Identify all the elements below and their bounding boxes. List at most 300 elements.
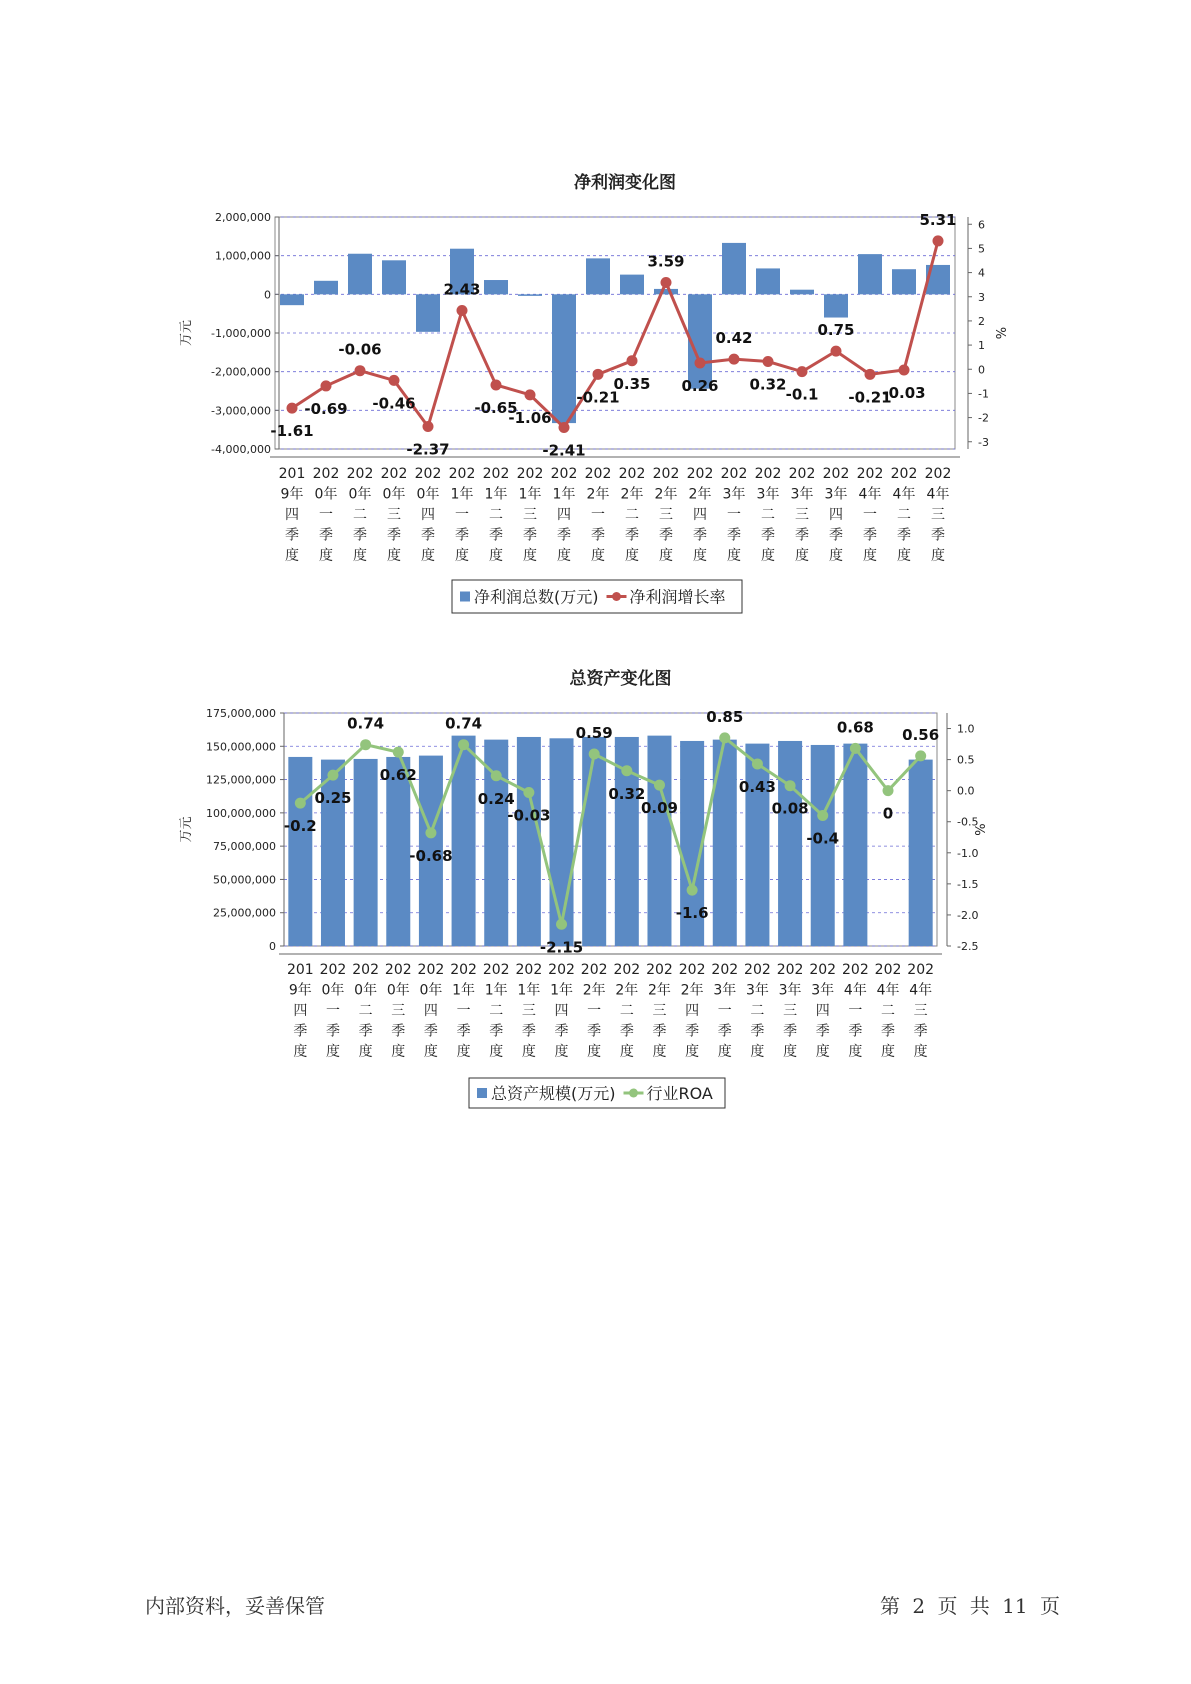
- chart1-x-tick-label: 季: [455, 527, 469, 544]
- chart2-line-point: [360, 739, 371, 750]
- chart2-x-tick-label: 0年: [386, 982, 410, 999]
- chart2-x-tick-label: 二: [881, 1003, 896, 1019]
- chart1-x-tick-label: 季: [353, 527, 367, 544]
- chart1-x-tick-label: 3年: [824, 486, 848, 503]
- chart2-line-point: [883, 785, 894, 796]
- chart2-data-label: -1.6: [675, 904, 709, 923]
- chart1-x-tick-label: 202: [822, 466, 850, 482]
- chart1-x-tick-label: 度: [761, 548, 775, 564]
- chart2-x-tick-label: 202: [319, 962, 347, 978]
- chart1-x-tick-label: 202: [482, 466, 510, 482]
- footer-confidential-note: 内部资料，妥善保管: [145, 1594, 325, 1618]
- chart1-x-tick-label: 2年: [586, 486, 610, 503]
- chart1-line-point: [627, 355, 638, 366]
- chart1-data-label: 5.31: [919, 210, 957, 229]
- chart2-x-tick-label: 一: [325, 1003, 340, 1019]
- chart2-x-tick-label: 202: [874, 962, 902, 978]
- chart2-x-tick-label: 度: [554, 1044, 569, 1060]
- chart1-line-point: [763, 356, 774, 367]
- chart2-line-point: [915, 750, 926, 761]
- chart2-x-tick-label: 度: [521, 1044, 536, 1060]
- chart1-data-label: -0.21: [576, 388, 620, 407]
- chart2-data-label: 0.08: [771, 799, 809, 818]
- chart1-y2-axis-title: %: [995, 326, 1010, 340]
- chart1-data-label: -0.06: [338, 340, 382, 359]
- chart1-data-label: -0.03: [882, 383, 926, 402]
- chart1-x-tick-label: 202: [618, 466, 646, 482]
- chart2-x-tick-label: 季: [619, 1023, 634, 1040]
- chart1-x-tick-label: 1年: [450, 486, 474, 503]
- chart1-x-tick-label: 三: [659, 507, 673, 523]
- chart2-y-tick-label: 50,000,000: [213, 873, 276, 887]
- chart1-data-label: -0.21: [848, 388, 892, 407]
- chart2-y2-tick-label: -0.5: [957, 815, 979, 829]
- chart2-x-tick-label: 四: [423, 1003, 438, 1019]
- chart1-x-tick-label: 202: [516, 466, 544, 482]
- chart1-y-tick-label: -2,000,000: [211, 365, 271, 379]
- chart2-x-tick-label: 202: [515, 962, 543, 978]
- chart2-x-tick-label: 四: [815, 1003, 830, 1019]
- chart2-line-point: [327, 770, 338, 781]
- chart1-bar: [892, 269, 916, 294]
- chart1-line-point: [559, 422, 570, 433]
- chart2-y-tick-label: 100,000,000: [206, 806, 276, 820]
- chart1-x-tick-label: 二: [897, 507, 911, 523]
- chart1-x-tick-label: 202: [754, 466, 782, 482]
- chart2-x-tick-label: 二: [489, 1003, 504, 1019]
- chart2-x-tick-label: 201: [286, 962, 314, 978]
- chart2-x-tick-label: 度: [423, 1044, 438, 1060]
- chart1-data-label: -1.61: [270, 422, 314, 441]
- chart2-x-tick-label: 3年: [778, 982, 802, 999]
- chart2-title: 总资产变化图: [569, 669, 672, 689]
- chart1-x-tick-label: 季: [897, 527, 911, 544]
- chart2-x-tick-label: 季: [652, 1023, 667, 1040]
- chart1-x-tick-label: 二: [353, 507, 367, 523]
- chart1-line-point: [355, 365, 366, 376]
- chart2-legend-label: 总资产规模(万元): [491, 1084, 616, 1103]
- chart2-x-tick-label: 202: [548, 962, 575, 978]
- chart1-x-tick-label: 季: [795, 527, 809, 544]
- chart2-x-tick-label: 2年: [615, 982, 639, 999]
- chart2-x-tick-label: 202: [384, 962, 412, 978]
- chart2-x-tick-label: 季: [489, 1023, 504, 1040]
- chart1-line-point: [865, 369, 876, 380]
- chart2-line-point: [687, 885, 698, 896]
- chart1-line-point: [593, 369, 604, 380]
- chart1-x-tick-label: 202: [346, 466, 374, 482]
- chart2-x-tick-label: 度: [489, 1044, 504, 1060]
- chart2-x-tick-label: 一: [456, 1003, 471, 1019]
- chart2-x-tick-label: 度: [750, 1044, 765, 1060]
- chart2-y2-axis-title: %: [974, 823, 989, 836]
- chart2-x-tick-label: 1年: [517, 982, 541, 999]
- chart1-bar: [484, 280, 508, 294]
- chart1-bar: [756, 268, 780, 294]
- chart2-x-tick-label: 4年: [843, 982, 867, 999]
- chart1-x-tick-label: 三: [795, 507, 809, 523]
- chart1-x-tick-label: 季: [489, 527, 503, 544]
- chart1-bar: [824, 294, 848, 317]
- chart2-data-label: 0.25: [314, 789, 352, 808]
- chart1-x-tick-label: 季: [761, 527, 775, 544]
- chart2-x-tick-label: 季: [521, 1023, 536, 1040]
- chart1-y2-tick-label: 1: [978, 339, 985, 353]
- chart2-data-label: 0.24: [477, 789, 515, 808]
- chart2-bar: [517, 737, 541, 946]
- chart1-y2-tick-label: -1: [978, 387, 989, 401]
- chart1-x-tick-label: 度: [931, 548, 945, 564]
- chart1-x-tick-label: 度: [897, 548, 911, 564]
- chart2-x-tick-label: 度: [848, 1044, 863, 1060]
- chart2-x-tick-label: 一: [717, 1003, 732, 1019]
- chart2-data-label: 0.68: [836, 718, 874, 737]
- chart2-x-tick-label: 202: [613, 962, 641, 978]
- chart1-bar: [620, 275, 644, 295]
- chart2-y2-tick-label: -2.5: [957, 940, 979, 953]
- chart2-bar: [354, 759, 378, 946]
- chart2-bar: [843, 744, 867, 946]
- chart1-x-tick-label: 四: [285, 507, 299, 523]
- chart2-x-tick-label: 度: [685, 1044, 700, 1060]
- chart2-x-tick-label: 1年: [550, 982, 573, 999]
- chart1-x-tick-label: 202: [550, 466, 578, 482]
- chart1-data-label: -0.46: [372, 394, 416, 413]
- chart1-x-tick-label: 季: [421, 527, 435, 544]
- chart1-x-tick-label: 202: [924, 466, 952, 482]
- chart2-x-tick-label: 季: [325, 1023, 340, 1040]
- chart2-y-axis-title: 万元: [179, 816, 194, 843]
- chart1-x-tick-label: 202: [788, 466, 816, 482]
- chart1-x-tick-label: 季: [863, 527, 877, 544]
- chart2-line-point: [654, 780, 665, 791]
- chart1-x-tick-label: 度: [727, 548, 741, 564]
- chart2-x-tick-label: 三: [913, 1003, 928, 1019]
- chart2-x-tick-label: 一: [587, 1003, 602, 1019]
- chart1-legend-label: 净利润增长率: [629, 587, 726, 607]
- chart2-x-tick-label: 4年: [909, 982, 933, 999]
- chart2-y-tick-label: 150,000,000: [206, 740, 276, 754]
- chart2-bar: [550, 738, 574, 946]
- chart1-line-point: [661, 277, 672, 288]
- chart1-data-label: -0.1: [785, 385, 819, 404]
- chart1-x-tick-label: 202: [448, 466, 476, 482]
- chart1-bar: [382, 260, 406, 294]
- chart1-x-tick-label: 1年: [484, 486, 508, 503]
- chart1-x-tick-label: 度: [455, 548, 469, 564]
- chart1-x-tick-label: 四: [557, 507, 571, 523]
- chart1-x-tick-label: 四: [421, 507, 435, 523]
- chart1-x-tick-label: 三: [387, 507, 401, 523]
- chart2-x-tick-label: 季: [750, 1023, 765, 1040]
- chart1-x-tick-label: 202: [380, 466, 408, 482]
- chart2-x-tick-label: 季: [391, 1023, 406, 1040]
- chart1-legend-label: 净利润总数(万元): [474, 587, 599, 607]
- chart1-x-tick-label: 4年: [892, 486, 916, 503]
- chart1-line-point: [287, 403, 298, 414]
- chart2-x-tick-label: 季: [783, 1023, 798, 1040]
- chart2-y2-tick-label: -1.5: [957, 877, 979, 891]
- chart2-x-tick-label: 二: [619, 1003, 634, 1019]
- chart2-x-tick-label: 季: [358, 1023, 373, 1040]
- chart2-x-tick-label: 202: [352, 962, 379, 978]
- chart1-data-label: -0.65: [474, 398, 518, 417]
- chart1-x-tick-label: 季: [693, 527, 707, 544]
- chart1-x-tick-label: 202: [890, 466, 918, 482]
- chart2-x-tick-label: 3年: [745, 982, 769, 999]
- chart2-line-point: [425, 827, 436, 838]
- chart2-x-tick-label: 3年: [713, 982, 737, 999]
- chart2-x-tick-label: 四: [293, 1003, 308, 1019]
- chart1-x-tick-label: 2年: [620, 486, 644, 503]
- chart2-x-tick-label: 202: [776, 962, 804, 978]
- chart2-data-label: 0.85: [706, 707, 744, 726]
- chart1-x-tick-label: 度: [693, 548, 707, 564]
- chart2-line-point: [491, 770, 502, 781]
- chart2-data-label: -2.15: [539, 938, 584, 957]
- chart1-x-tick-label: 季: [557, 527, 571, 544]
- chart2-x-tick-label: 三: [783, 1003, 798, 1019]
- chart1-y2-tick-label: 0: [978, 363, 985, 377]
- chart2-y-tick-label: 0: [269, 940, 276, 953]
- chart1-bar: [790, 290, 814, 295]
- chart2-y2-tick-label: 1.0: [957, 722, 975, 736]
- chart2-line-point: [556, 919, 567, 930]
- chart1-x-tick-label: 三: [931, 507, 945, 523]
- chart1-bar: [518, 294, 542, 296]
- chart1-x-tick-label: 2年: [654, 486, 678, 503]
- chart2-data-label: 0.62: [379, 766, 417, 785]
- chart1-x-tick-label: 202: [312, 466, 340, 482]
- chart2-legend-line-marker: [629, 1089, 638, 1098]
- chart1-line-point: [933, 235, 944, 246]
- chart2-x-tick-label: 2年: [582, 982, 606, 999]
- chart1-legend-line-marker: [612, 592, 621, 601]
- chart2-line-point: [458, 739, 469, 750]
- chart2-bar: [745, 744, 769, 946]
- chart2-y-tick-label: 175,000,000: [206, 707, 276, 720]
- chart1-line-point: [321, 380, 332, 391]
- chart2-line-point: [719, 732, 730, 743]
- chart2-x-tick-label: 9年: [288, 982, 312, 999]
- chart1-line-point: [797, 366, 808, 377]
- chart2-x-tick-label: 202: [450, 962, 477, 978]
- chart1-x-tick-label: 季: [523, 527, 537, 544]
- chart1-line-point: [457, 305, 468, 316]
- chart1-x-tick-label: 度: [591, 548, 605, 564]
- chart2-x-tick-label: 202: [711, 962, 739, 978]
- chart1-x-tick-label: 0年: [382, 486, 406, 503]
- chart1-y-tick-label: 0: [264, 288, 271, 302]
- chart2-data-label: 0: [882, 804, 894, 823]
- chart2-line-point: [752, 758, 763, 769]
- chart1-data-label: -0.69: [304, 399, 348, 418]
- chart1-x-tick-label: 季: [319, 527, 333, 544]
- chart2-x-tick-label: 1年: [452, 982, 476, 999]
- chart1-x-tick-label: 0年: [348, 486, 372, 503]
- chart2-x-tick-label: 季: [848, 1023, 863, 1040]
- chart1-data-label: 0.26: [681, 376, 719, 395]
- chart1-y-tick-label: 1,000,000: [215, 249, 271, 263]
- chart2-x-tick-label: 季: [913, 1023, 928, 1040]
- chart2-x-tick-label: 4年: [876, 982, 900, 999]
- chart2-y2-tick-label: -2.0: [957, 908, 979, 922]
- chart2-line-point: [589, 749, 600, 760]
- chart2-x-tick-label: 度: [881, 1044, 896, 1060]
- chart2-x-tick-label: 202: [809, 962, 837, 978]
- chart2-data-label: 0.09: [640, 799, 678, 818]
- chart1-x-tick-label: 一: [319, 507, 333, 523]
- chart1-x-tick-label: 度: [863, 548, 877, 564]
- chart1-x-tick-label: 0年: [416, 486, 440, 503]
- chart1-x-tick-label: 三: [523, 507, 537, 523]
- chart2-y2-tick-label: 0.5: [957, 753, 975, 767]
- chart1-bar: [858, 254, 882, 294]
- chart2-x-tick-label: 2年: [680, 982, 704, 999]
- chart1-bar: [654, 289, 678, 294]
- chart2-line-point: [393, 747, 404, 758]
- chart1-x-tick-label: 9年: [280, 486, 304, 503]
- chart2-legend-label: 行业ROA: [646, 1084, 713, 1103]
- chart1-x-tick-label: 一: [727, 507, 741, 523]
- chart1-data-label: 0.42: [715, 329, 753, 348]
- chart2-x-tick-label: 季: [293, 1023, 308, 1040]
- chart1-line-point: [695, 357, 706, 368]
- chart1-bar: [280, 294, 304, 305]
- chart2-x-tick-label: 季: [881, 1023, 896, 1040]
- chart1-x-tick-label: 度: [523, 548, 537, 564]
- chart1-bar: [314, 281, 338, 295]
- chart2-bar: [582, 737, 606, 946]
- chart1-data-label: -1.06: [508, 408, 552, 427]
- chart2-x-tick-label: 3年: [811, 982, 835, 999]
- chart1-x-tick-label: 季: [931, 527, 945, 544]
- chart1-y-axis-title: 万元: [179, 319, 194, 347]
- chart2-y-tick-label: 25,000,000: [213, 906, 276, 920]
- chart1-x-tick-label: 季: [285, 527, 299, 544]
- chart1-x-tick-label: 0年: [314, 486, 338, 503]
- chart1-data-label: 0.32: [749, 375, 787, 394]
- chart1-x-tick-label: 度: [353, 548, 367, 564]
- chart2-bar: [386, 757, 410, 946]
- chart1-y-tick-label: -4,000,000: [211, 443, 271, 456]
- chart1-y-tick-label: -1,000,000: [211, 327, 271, 340]
- chart1-bar: [348, 254, 372, 295]
- chart1-y2-tick-label: 3: [978, 290, 985, 304]
- chart2-line-point: [295, 798, 306, 809]
- chart2-data-label: 0.56: [902, 725, 940, 744]
- chart2-data-label: -0.68: [409, 846, 453, 865]
- chart2-line-point: [785, 780, 796, 791]
- chart1-line-point: [491, 379, 502, 390]
- chart1-data-label: 2.43: [443, 280, 481, 299]
- chart1-x-tick-label: 202: [414, 466, 442, 482]
- chart1-x-tick-label: 一: [455, 507, 469, 523]
- chart1-x-tick-label: 1年: [552, 486, 576, 503]
- footer-page-number: 第 2 页 共 11 页: [880, 1594, 1060, 1618]
- chart1-x-tick-label: 季: [387, 527, 401, 544]
- chart2-x-tick-label: 0年: [419, 982, 443, 999]
- chart1-data-label: -2.41: [542, 441, 586, 460]
- chart2-y-tick-label: 125,000,000: [206, 773, 276, 787]
- chart1-x-tick-label: 3年: [722, 486, 746, 503]
- chart1-y-tick-label: -3,000,000: [211, 404, 271, 418]
- chart2-x-tick-label: 一: [848, 1003, 863, 1019]
- chart2-x-tick-label: 二: [358, 1003, 373, 1019]
- chart2-x-tick-label: 季: [587, 1023, 602, 1040]
- chart2-legend-bar-swatch: [477, 1088, 487, 1098]
- chart1-x-tick-label: 4年: [858, 486, 882, 503]
- chart1-x-tick-label: 度: [387, 548, 401, 564]
- chart1-x-tick-label: 201: [278, 466, 306, 482]
- chart1-line-point: [729, 354, 740, 365]
- chart1-y2-tick-label: 6: [978, 218, 985, 232]
- chart1-x-tick-label: 3年: [790, 486, 814, 503]
- chart1-line-point: [423, 421, 434, 432]
- chart2-bar: [321, 760, 345, 946]
- chart1-bar: [552, 294, 576, 423]
- chart1-x-tick-label: 202: [686, 466, 714, 482]
- chart2-x-tick-label: 1年: [484, 982, 508, 999]
- chart2-x-tick-label: 四: [554, 1003, 569, 1019]
- chart2-line-point: [621, 765, 632, 776]
- chart2-data-label: -0.03: [507, 806, 551, 825]
- chart1-x-tick-label: 4年: [926, 486, 950, 503]
- chart1-x-tick-label: 度: [285, 548, 299, 564]
- chart2-bar: [778, 741, 802, 946]
- chart1-x-tick-label: 度: [319, 548, 333, 564]
- chart1-bar: [586, 258, 610, 294]
- chart2-y-tick-label: 75,000,000: [213, 840, 276, 854]
- chart1-x-tick-label: 202: [652, 466, 680, 482]
- chart2-x-tick-label: 202: [907, 962, 935, 978]
- chart2-x-tick-label: 三: [652, 1003, 667, 1019]
- chart1-x-tick-label: 3年: [756, 486, 780, 503]
- chart2-data-label: -0.4: [806, 829, 840, 848]
- chart2-x-tick-label: 202: [678, 962, 706, 978]
- chart1-bar: [416, 294, 440, 332]
- chart2-x-tick-label: 度: [587, 1044, 602, 1060]
- chart1-bar: [722, 243, 746, 294]
- chart2-x-tick-label: 度: [391, 1044, 406, 1060]
- chart2-data-label: 0.74: [347, 714, 385, 733]
- chart1-x-tick-label: 202: [584, 466, 612, 482]
- chart2-x-tick-label: 0年: [321, 982, 345, 999]
- chart2-x-tick-label: 三: [521, 1003, 536, 1019]
- chart1-x-tick-label: 一: [591, 507, 605, 523]
- chart2-x-tick-label: 四: [685, 1003, 700, 1019]
- chart1-x-tick-label: 二: [761, 507, 775, 523]
- chart1-line-point: [525, 389, 536, 400]
- chart2-bar: [647, 736, 671, 946]
- chart2-x-tick-label: 季: [423, 1023, 438, 1040]
- chart2-x-tick-label: 二: [750, 1003, 765, 1019]
- chart1-x-tick-label: 1年: [518, 486, 542, 503]
- chart2-x-tick-label: 202: [417, 962, 445, 978]
- chart1-data-label: 0.35: [613, 374, 651, 393]
- chart2-bar: [909, 760, 933, 946]
- chart1-x-tick-label: 四: [829, 507, 843, 523]
- chart2-x-tick-label: 度: [815, 1044, 830, 1060]
- chart2-data-label: 0.74: [445, 714, 483, 733]
- chart2-line-point: [817, 810, 828, 821]
- chart1-line-point: [831, 346, 842, 357]
- chart2-x-tick-label: 季: [717, 1023, 732, 1040]
- chart2-x-tick-label: 度: [293, 1044, 308, 1060]
- chart2-x-tick-label: 度: [325, 1044, 340, 1060]
- chart2-x-tick-label: 度: [652, 1044, 667, 1060]
- chart1-x-tick-label: 季: [591, 527, 605, 544]
